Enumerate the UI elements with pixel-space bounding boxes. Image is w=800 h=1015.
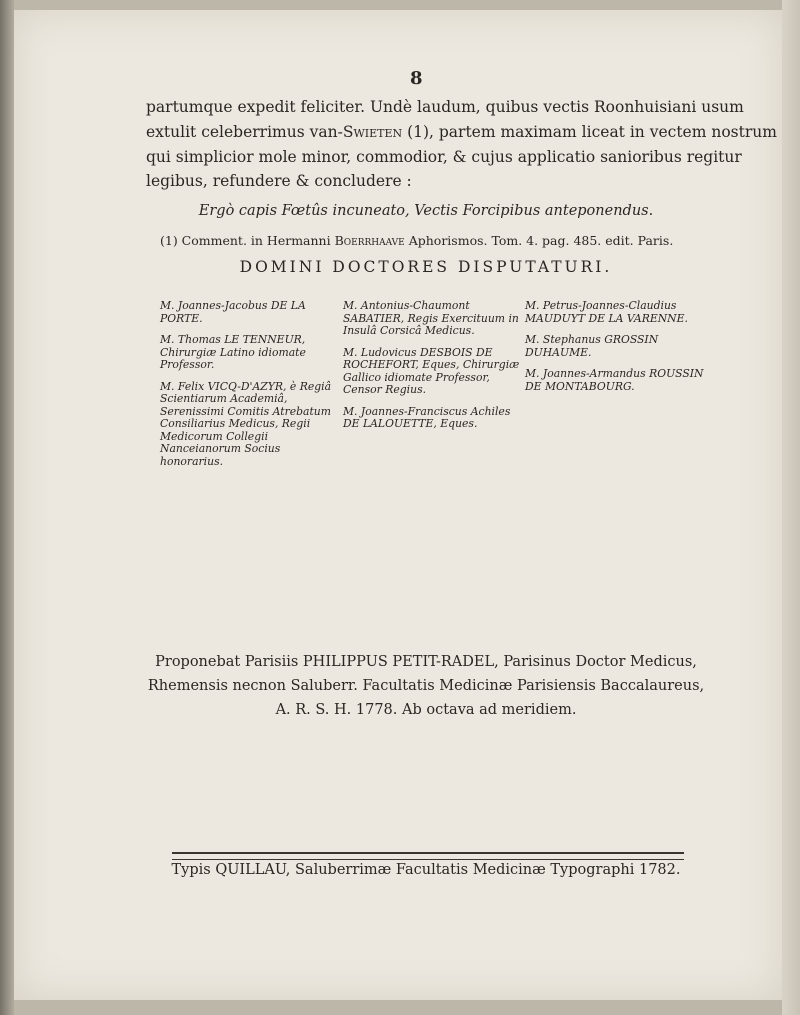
doctor-entry: M. Joannes-Jacobus DE LA PORTE. [160, 299, 306, 325]
body-line-1: partumque expedit feliciter. Undè laudum, quibus vectis Roonhuisiani usum [146, 98, 744, 116]
signature-line-2: Rhemensis necnon Saluberr. Facultatis Medicinæ Parisiensis Baccalaureus, [147, 678, 705, 694]
doctor-entry: M. Stephanus GROSSIN DUHAUME. [525, 333, 659, 359]
body-line-4: legibus, refundere & concludere : [146, 172, 412, 190]
page-number: 8 [410, 68, 423, 89]
signature-line-3: A. R. S. H. 1778. Ab octava ad meridiem. [275, 702, 577, 718]
doctors-column-1 [160, 300, 338, 477]
doctor-entry: M. Felix VICQ-D'AZYR, è Regiâ Scientiarum Academiâ, Serenissimi Comitis Atrebatum Consiliarius Medicus, Regii Medicorum Collegii Nanceianorum Socius honorarius. [160, 379, 332, 468]
body-line-2-start: extulit celeberrimus van-S [146, 123, 354, 141]
doctors-heading: DOMINI DOCTORES DISPUTATURI. [239, 258, 613, 276]
footnote-name: oerrhaave [343, 233, 405, 248]
doctors-column-2 [343, 300, 521, 440]
doctor-entry: M. Thomas LE TENNEUR, Chirurgiæ Latino idiomate Professor. [160, 333, 306, 371]
left-binding-edge [0, 0, 14, 1015]
doctors-column-3 [525, 300, 705, 402]
doctor-entry: M. Joannes-Franciscus Achiles DE LALOUETTE, Eques. [343, 404, 511, 430]
doctor-entry: M. Antonius-Chaumont SABATIER, Regis Exercituum in Insulâ Corsicâ Medicus. [343, 299, 519, 337]
body-line-2 [146, 123, 777, 142]
body-line-2-rest: (1), partem maximam liceat in vectem nostrum [402, 123, 777, 141]
doctor-entry: M. Petrus-Joannes-Claudius MAUDUYT DE LA VARENNE. [525, 299, 688, 325]
right-page-edge [782, 0, 800, 1015]
printer-imprint: Typis QUILLAU, Saluberrimæ Facultatis Medicinæ Typographi 1782. [171, 862, 681, 878]
footnote-prefix: (1) Comment. in Hermanni B [160, 233, 344, 248]
signature-line-1: Proponebat Parisiis PHILIPPUS PETIT-RADEL, Parisinus Doctor Medicus, [155, 654, 697, 670]
footnote [160, 233, 706, 248]
footnote-rest: Aphorismos. Tom. 4. pag. 485. edit. Paris. [404, 233, 674, 248]
doctor-entry: M. Ludovicus DESBOIS DE ROCHEFORT, Eques, Chirurgiæ Gallico idiomate Professor, Censor Regius. [343, 345, 520, 396]
thesis-statement: Ergò capis Fœtûs incuneato, Vectis Forcipibus anteponendus. [198, 203, 654, 219]
author-name-swieten: wieten [353, 123, 403, 141]
body-line-3: qui simplicior mole minor, commodior, & cujus applicatio sanioribus regitur [146, 148, 742, 166]
printer-divider-rule [172, 852, 684, 860]
doctor-entry: M. Joannes-Armandus ROUSSIN DE MONTABOURG. [525, 367, 704, 393]
